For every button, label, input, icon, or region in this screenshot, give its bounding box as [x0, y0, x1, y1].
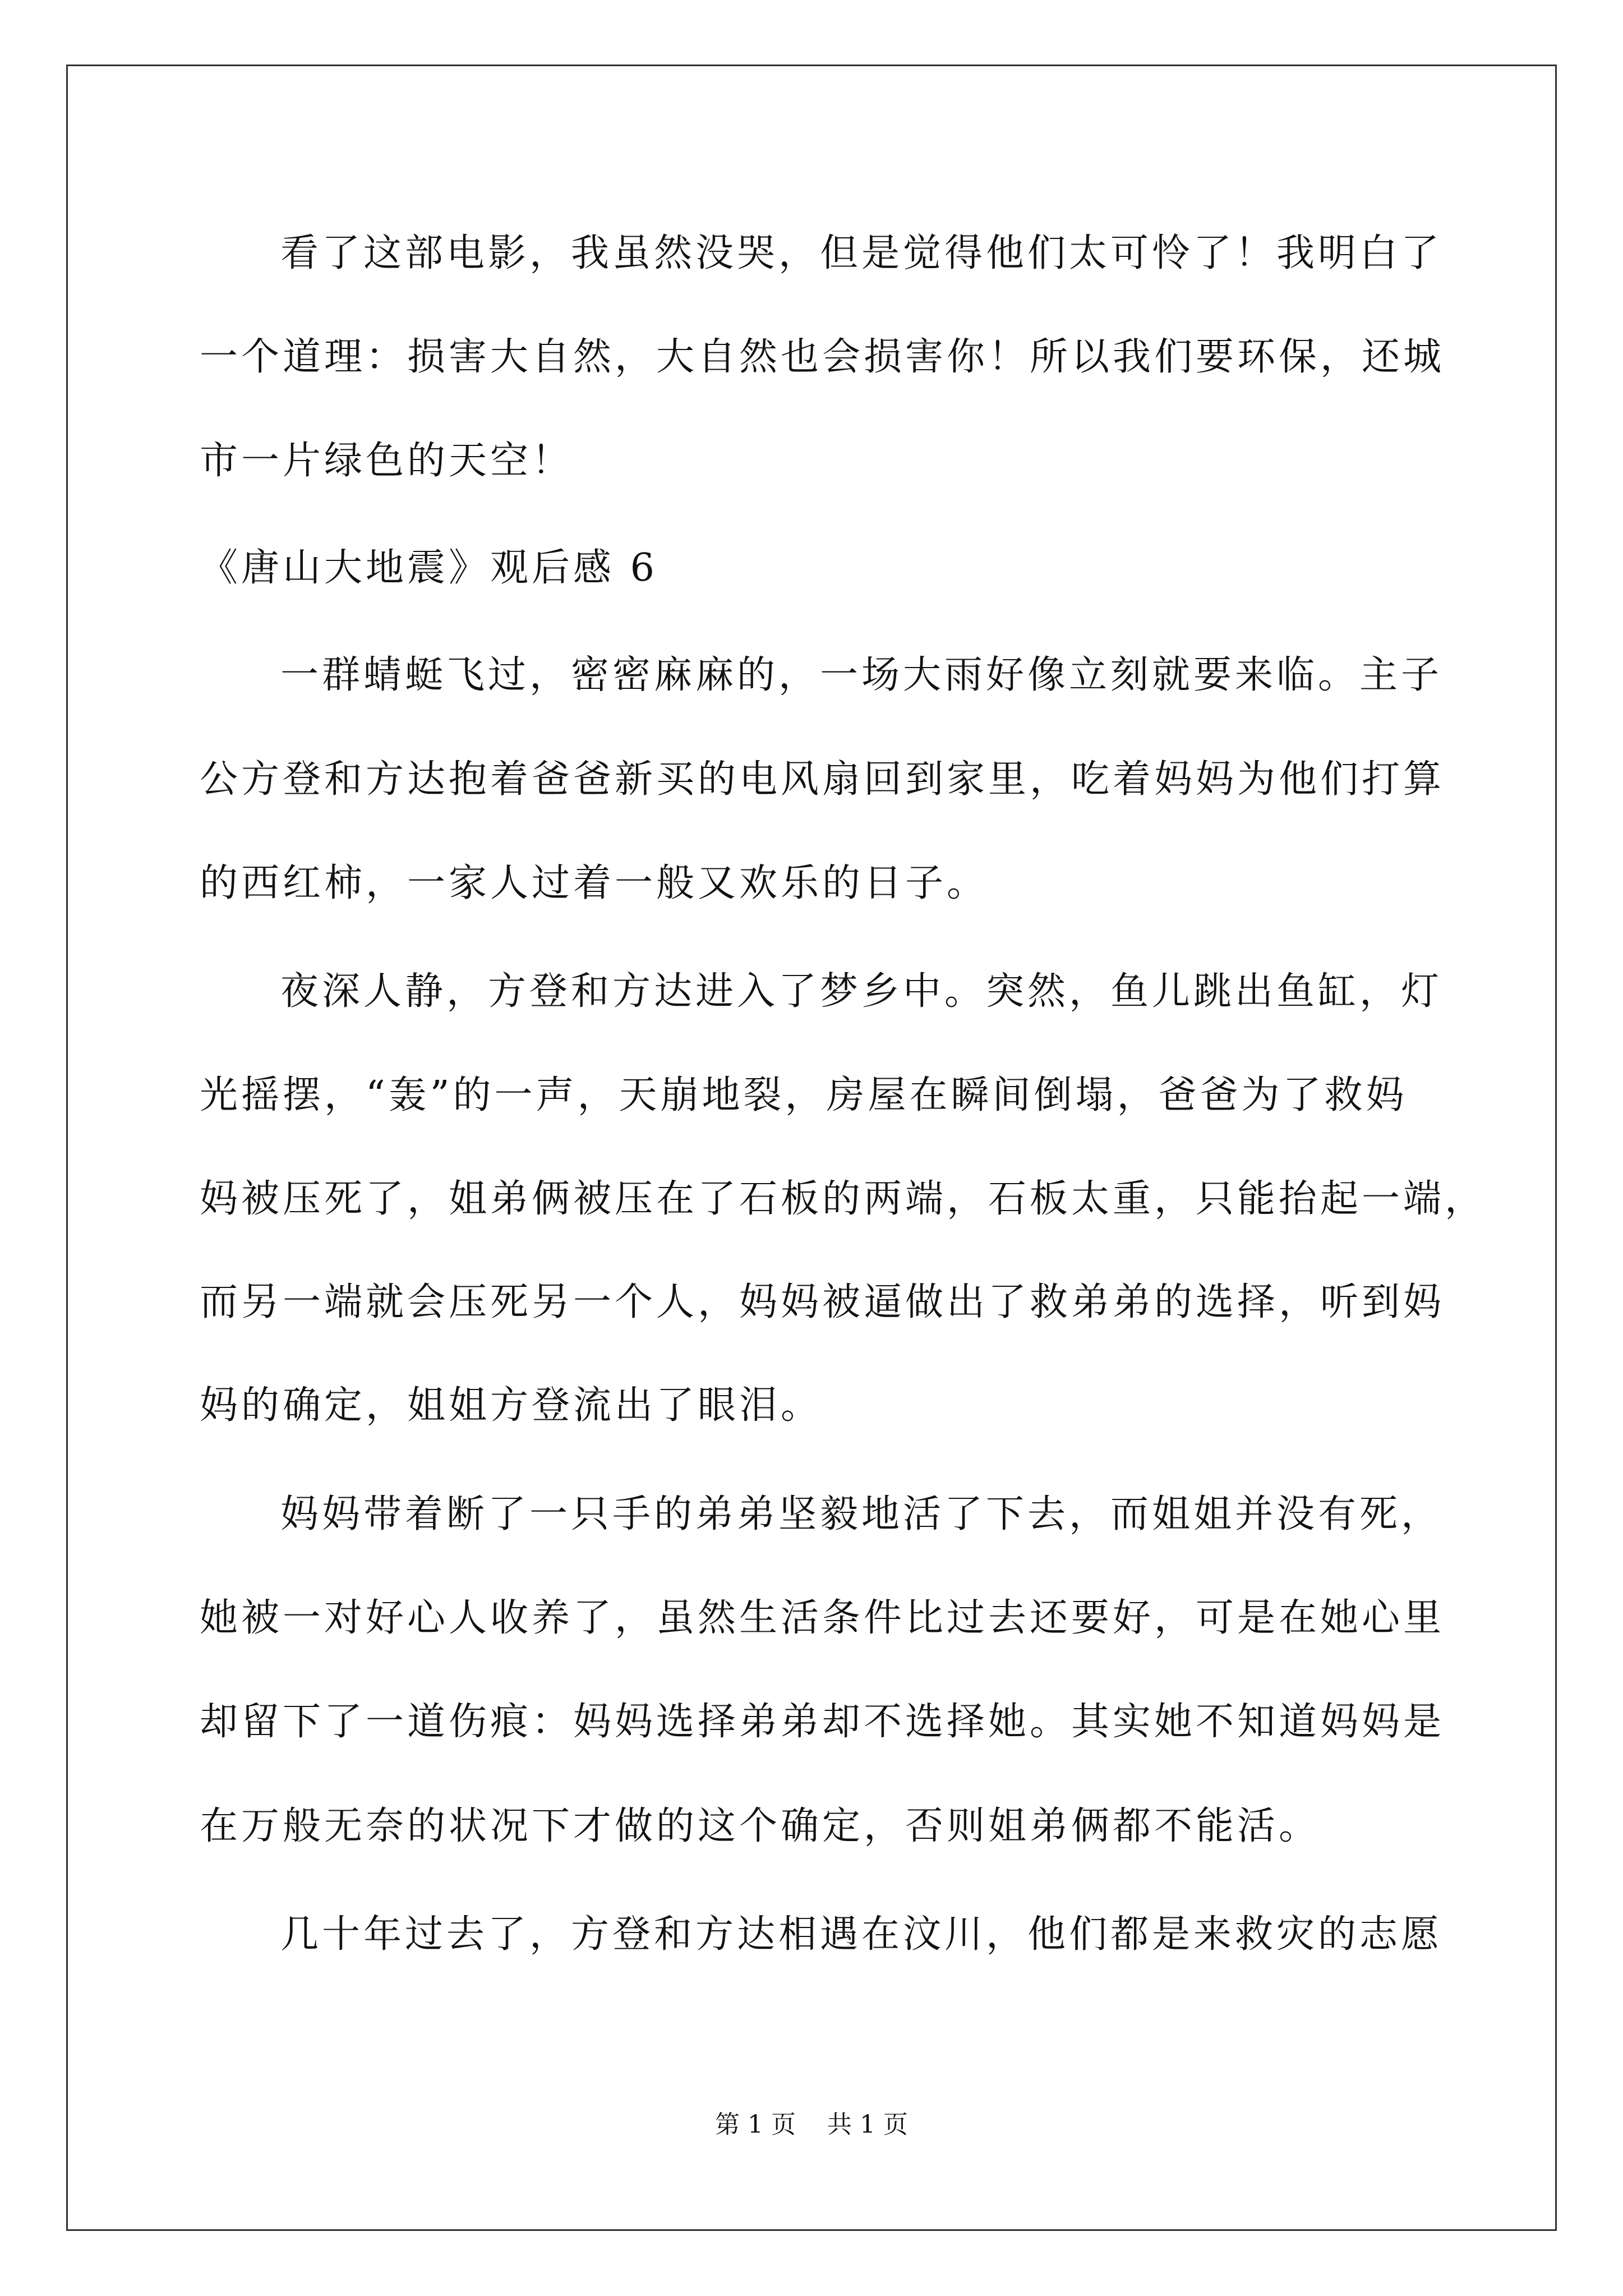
page-border — [66, 65, 1557, 2231]
paragraph-1-line-3: 市一片绿色的天空！ — [200, 439, 574, 483]
paragraph-4-line-1: 妈妈带着断了一只手的弟弟坚毅地活了下去，而姐姐并没有死， — [280, 1492, 1443, 1536]
paragraph-2-line-3: 的西红柿，一家人过着一般又欢乐的日子。 — [200, 861, 989, 905]
paragraph-4-line-3: 却留下了一道伤痕：妈妈选择弟弟却不选择她。其实她不知道妈妈是 — [200, 1700, 1445, 1744]
paragraph-2-line-2: 公方登和方达抱着爸爸新买的电风扇回到家里，吃着妈妈为他们打算 — [200, 757, 1445, 802]
paragraph-1-line-1: 看了这部电影，我虽然没哭，但是觉得他们太可怜了！我明白了 — [280, 231, 1443, 275]
paragraph-3-line-5: 妈的确定，姐姐方登流出了眼泪。 — [200, 1383, 823, 1428]
section-heading: 《唐山大地震》观后感 6 — [200, 546, 658, 590]
paragraph-4-line-2: 她被一对好心人收养了，虽然生活条件比过去还要好，可是在她心里 — [200, 1596, 1445, 1640]
paragraph-3-line-4: 而另一端就会压死另一个人，妈妈被逼做出了救弟弟的选择，听到妈 — [200, 1280, 1445, 1324]
page-footer: 第 1 页 共 1 页 — [715, 2110, 908, 2139]
paragraph-1-line-2: 一个道理：损害大自然，大自然也会损害你！所以我们要环保，还城 — [200, 335, 1445, 379]
paragraph-4-line-4: 在万般无奈的状况下才做的这个确定，否则姐弟俩都不能活。 — [200, 1804, 1321, 1848]
paragraph-3-line-2: 光摇摆，“轰”的一声，天崩地裂，房屋在瞬间倒塌，爸爸为了救妈 — [200, 1073, 1408, 1117]
paragraph-3-line-1: 夜深人静，方登和方达进入了梦乡中。突然，鱼儿跳出鱼缸，灯 — [280, 969, 1443, 1014]
paragraph-3-line-3: 妈被压死了，姐弟俩被压在了石板的两端，石板太重，只能抬起一端， — [200, 1177, 1487, 1221]
paragraph-2-line-1: 一群蜻蜓飞过，密密麻麻的，一场大雨好像立刻就要来临。主子 — [280, 653, 1443, 697]
paragraph-5-line-1: 几十年过去了，方登和方达相遇在汶川，他们都是来救灾的志愿 — [280, 1912, 1443, 1957]
